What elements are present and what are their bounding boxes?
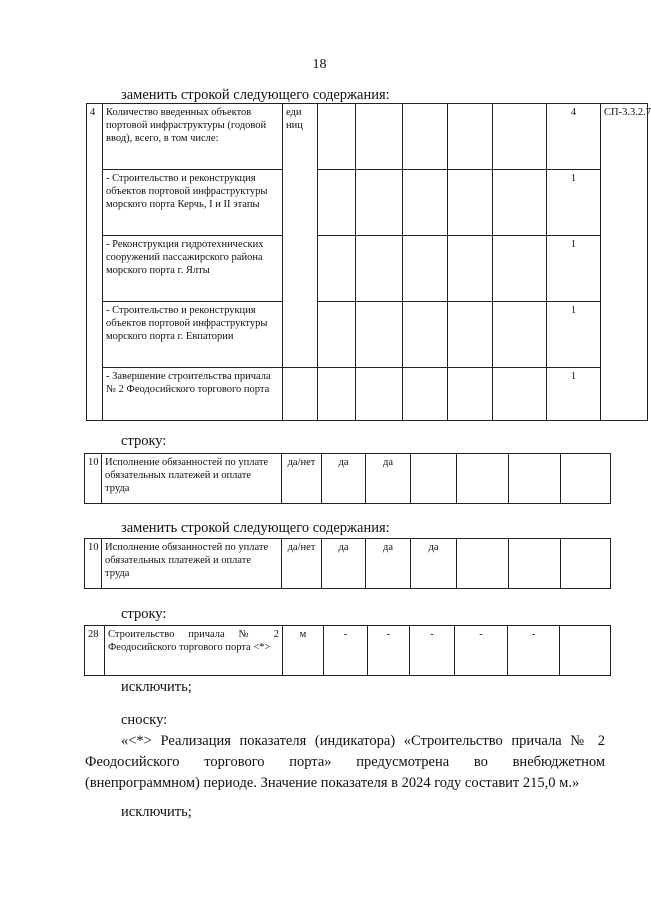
section-4-after: исключить;	[121, 679, 192, 695]
value-cell: 4	[547, 104, 601, 170]
table-4	[84, 625, 611, 676]
unit-cell: да/нет	[282, 539, 322, 589]
row-number: 10	[85, 539, 102, 589]
table-row	[87, 368, 648, 421]
section-4-heading: строку:	[121, 606, 167, 622]
value-cell: 1	[547, 170, 601, 236]
table-3	[84, 538, 611, 589]
row-description: Исполнение обязанностей по уплате обязательных платежей и оплате труда	[102, 539, 282, 589]
table-row	[85, 454, 611, 504]
row-description: - Завершение строительства причала № 2 Феодосийского торгового порта	[103, 368, 283, 421]
table-row	[85, 626, 611, 676]
section-1-heading: заменить строкой следующего содержания:	[121, 87, 390, 103]
value-cell: 1	[547, 368, 601, 421]
footnote-heading: сноску:	[121, 712, 168, 728]
table-row	[87, 170, 648, 236]
value-cell: 1	[547, 302, 601, 368]
section-2-heading: строку:	[121, 433, 167, 449]
value-cell: -	[368, 626, 410, 676]
value-cell: да	[366, 454, 411, 504]
value-cell: да	[322, 454, 366, 504]
footnote-after: исключить;	[121, 804, 192, 820]
unit-cell: м	[283, 626, 324, 676]
value-cell: 1	[547, 236, 601, 302]
table-row	[87, 104, 648, 170]
value-cell: -	[508, 626, 560, 676]
row-description: Количество введенных объектов портовой инфраструктуры (годовой ввод), всего, в том числе:	[103, 104, 283, 170]
value-cell: -	[410, 626, 455, 676]
page-number: 18	[312, 57, 327, 72]
row-description: Строительство причала № 2 Феодосийского торгового порта <*>	[105, 626, 283, 676]
row-description: - Реконструкция гидротехнических сооружений пассажирского района морского порта г. Ялты	[103, 236, 283, 302]
table-row	[85, 539, 611, 589]
table-1	[86, 103, 651, 421]
row-number: 10	[85, 454, 102, 504]
unit-cell: еди ниц	[283, 104, 318, 368]
row-description: - Строительство и реконструкция объектов портовой инфраструктуры морского порта Керчь, I и II этапы	[103, 170, 283, 236]
code-cell: СП-3.3.2.7	[601, 104, 648, 421]
table-2	[84, 453, 611, 504]
section-3-heading: заменить строкой следующего содержания:	[121, 520, 390, 536]
value-cell: да	[366, 539, 411, 589]
value-cell: -	[455, 626, 508, 676]
row-description: Исполнение обязанностей по уплате обязательных платежей и оплате труда	[102, 454, 282, 504]
value-cell: да	[411, 539, 457, 589]
unit-cell: да/нет	[282, 454, 322, 504]
footnote-text: «<*> Реализация показателя (индикатора) «Строительство причала № 2 Феодосийского торгового порта» предусмотрена во внебюджетном (внепрограммном) периоде. Значение показателя в 2024 году составит 215,0 м.»	[85, 733, 605, 792]
row-description: - Строительство и реконструкция объектов портовой инфраструктуры морского порта г. Евпатории	[103, 302, 283, 368]
table-row	[87, 236, 648, 302]
row-number: 28	[85, 626, 105, 676]
value-cell: да	[322, 539, 366, 589]
table-row	[87, 302, 648, 368]
row-number: 4	[87, 104, 103, 421]
value-cell: -	[324, 626, 368, 676]
